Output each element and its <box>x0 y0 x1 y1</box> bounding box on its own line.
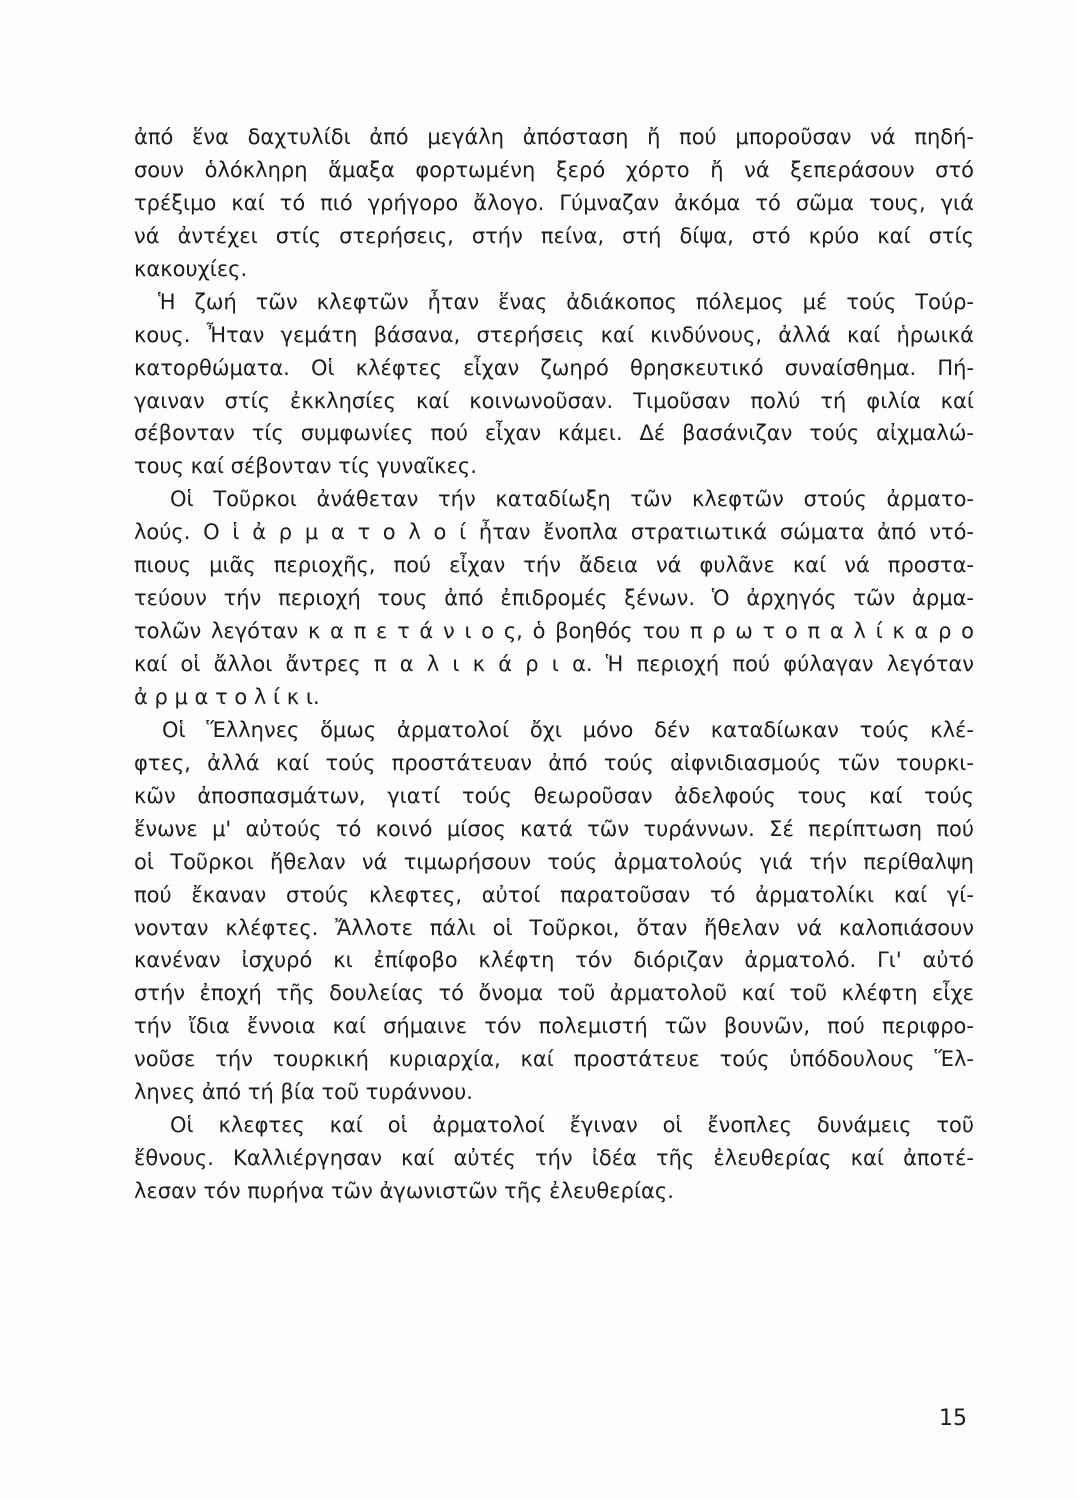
text-line: ἔθνους. Καλλιέργησαν καί αὐτές τήν ἰδέα τῆς ἐλευθερίας καί ἀποτέ- <box>134 1146 974 1171</box>
text-line: ἕνωνε μ' αὐτούς τό κοινό μίσος κατά τῶν τυράννων. Σέ περίπτωση πού <box>134 816 974 841</box>
text-line: τρέξιμο καί τό πιό γρήγορο ἄλογο. Γύμναζαν ἀκόμα τό σῶμα τους, γιά <box>134 190 974 215</box>
text-line: σουν ὁλόκληρη ἅμαξα φορτωμένη ξερό χόρτο ἤ νά ξεπεράσουν στό <box>134 157 974 182</box>
text-line: Ἡ ζωή τῶν κλεφτῶν ἦταν ἕνας ἀδιάκοπος πόλεμος μέ τούς Τούρ- <box>158 289 974 314</box>
text-line: κατορθώματα. Οἱ κλέφτες εἶχαν ζωηρό θρησκευτικό συναίσθημα. Πή- <box>134 355 974 380</box>
text-line: ἀπό ἕνα δαχτυλίδι ἀπό μεγάλη ἀπόσταση ἤ πού μποροῦσαν νά πηδή- <box>134 125 974 149</box>
text-line: Οἱ Τοῦρκοι ἀνάθεταν τήν καταδίωξη τῶν κλεφτῶν στούς ἀρματο- <box>170 487 974 512</box>
text-line: λεσαν τόν πυρήνα τῶν ἀγωνιστῶν τῆς ἐλευθερίας. <box>134 1179 674 1203</box>
text-line: οἱ Τοῦρκοι ἤθελαν νά τιμωρήσουν τούς ἀρματολούς γιά τήν περίθαλψη <box>134 849 974 874</box>
text-line: σέβονταν τίς συμφωνίες πού εἶχαν κάμει. Δέ βασάνιζαν τούς αἰχμαλώ- <box>134 421 974 446</box>
text-line: κους. Ἦταν γεμάτη βάσανα, στερήσεις καί κινδύνους, ἀλλά καί ἡρωικά <box>134 322 974 347</box>
text-line: λούς. Ο ἱ ἀ ρ μ α τ ο λ ο ί ἦταν ἔνοπλα στρατιωτικά σώματα ἀπό ντό- <box>134 520 974 545</box>
text-line: Οἱ κλεφτες καί οἱ ἀρματολοί ἔγιναν οἱ ἔνοπλες δυνάμεις τοῦ <box>170 1113 974 1138</box>
text-line: ἀ ρ μ α τ ο λ ί κ ι. <box>134 684 320 709</box>
text-line: νά ἀντέχει στίς στερήσεις, στήν πείνα, στή δίψα, στό κρύο καί στίς <box>134 223 974 248</box>
text-line: Οἱ Ἕλληνες ὅμως ἀρματολοί ὄχι μόνο δέν καταδίωκαν τούς κλέ- <box>162 717 974 742</box>
text-line: νονταν κλέφτες. Ἄλλοτε πάλι οἱ Τοῦρκοι, ὅταν ἤθελαν νά καλοπιάσουν <box>134 915 974 940</box>
text-line: νοῦσε τήν τουρκική κυριαρχία, καί προστάτευε τούς ὑπόδουλους Ἕλ- <box>134 1047 974 1072</box>
text-line: γαιναν στίς ἐκκλησίες καί κοινωνοῦσαν. Τιμοῦσαν πολύ τή φιλία καί <box>134 388 974 413</box>
text-line: τολῶν λεγόταν κ α π ε τ ά ν ι ο ς, ὁ βοηθός του π ρ ω τ ο π α λ ί κ α ρ ο <box>134 619 974 644</box>
text-line: τήν ἴδια ἔννοια καί σήμαινε τόν πολεμιστή τῶν βουνῶν, πού περιφρο- <box>134 1014 974 1039</box>
text-line: τεύουν τήν περιοχή τους ἀπό ἐπιδρομές ξένων. Ὁ ἀρχηγός τῶν ἀρμα- <box>134 586 974 611</box>
text-line: πιους μιᾶς περιοχῆς, πού εἶχαν τήν ἄδεια νά φυλᾶνε καί νά προστα- <box>134 553 974 578</box>
text-line: κακουχίες. <box>134 256 248 281</box>
text-line: φτες, ἀλλά καί τούς προστάτευαν ἀπό τούς αἰφνιδιασμούς τῶν τουρκι- <box>134 750 974 775</box>
text-line: τους καί σέβονταν τίς γυναῖκες. <box>134 454 477 479</box>
body-text <box>134 121 974 1208</box>
text-line: κῶν ἀποσπασμάτων, γιατί τούς θεωροῦσαν ἀδελφούς τους καί τούς <box>134 783 974 808</box>
text-line: κανέναν ἰσχυρό κι ἐπίφοβο κλέφτη τόν διόριζαν ἀρματολό. Γι' αὐτό <box>134 948 974 973</box>
text-line: στήν ἐποχή τῆς δουλείας τό ὄνομα τοῦ ἀρματολοῦ καί τοῦ κλέφτη εἶχε <box>134 981 974 1006</box>
text-line: καί οἱ ἄλλοι ἄντρες π α λ ι κ ά ρ ι α. Ἡ περιοχή πού φύλαγαν λεγόταν <box>134 652 974 676</box>
text-line: ληνες ἀπό τή βία τοῦ τυράννου. <box>134 1080 473 1105</box>
page-number: 15 <box>939 1406 967 1431</box>
text-line: πού ἔκαναν στούς κλεφτες, αὐτοί παρατοῦσαν τό ἀρματολίκι καί γί- <box>134 882 974 907</box>
